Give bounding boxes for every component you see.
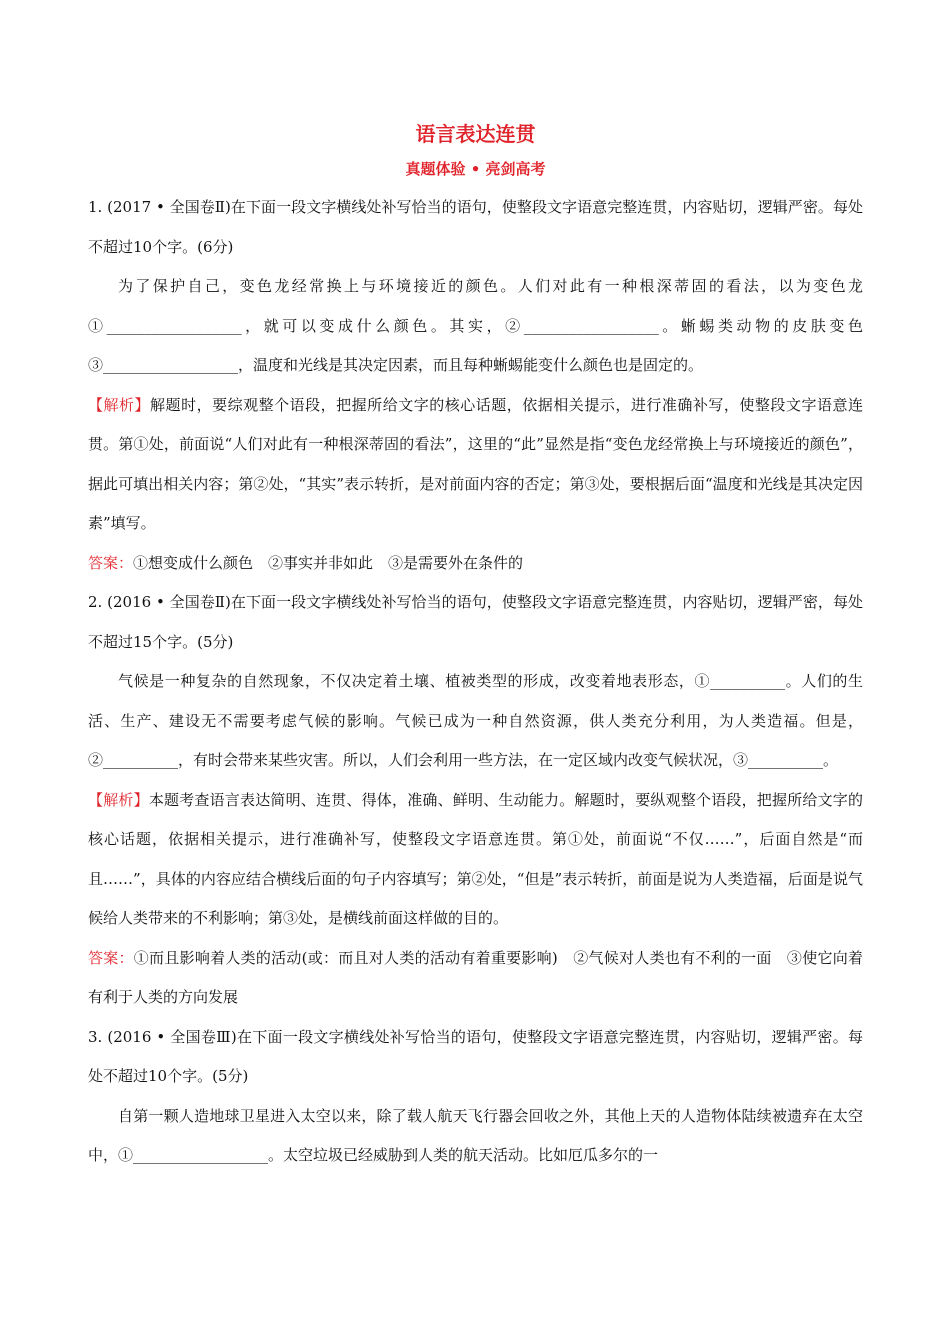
question-3-passage: 自第一颗人造地球卫星进入太空以来，除了载人航天飞行器会回收之外，其他上天的人造物体陆续被遗弃在太空中，①__________________。太空垃圾已经威胁到人类的航天活动。比如厄瓜多尔的一 [88, 1106, 863, 1164]
document-page [88, 118, 863, 1176]
question-2-prompt: 2. (2016 • 全国卷Ⅱ)在下面一段文字横线处补写恰当的语句，使整段文字语意完整连贯，内容贴切，逻辑严密，每处不超过15个字。(5分) [88, 593, 863, 651]
answer-text: ①而且影响着人类的活动(或：而且对人类的活动有着重要影响) ②气候对人类也有不利的一面 ③使它向着有利于人类的方向发展 [88, 948, 863, 1006]
question-1-answer [88, 544, 863, 584]
page-title: 语言表达连贯 [415, 122, 536, 146]
question-2-passage: 气候是一种复杂的自然现象，不仅决定着土壤、植被类型的形成，改变着地表形态，①__________。人们的生活、生产、建设无不需要考虑气候的影响。气候已成为一种自然资源，供人类充分利用，为人类造福。但是，②__________，有时会带来某些灾害。所以，人们会利用一些方法，在一定区域内改变气候状况，③__________。 [88, 672, 863, 769]
question-2-answer [88, 939, 863, 1018]
question-1-passage: 为了保护自己，变色龙经常换上与环境接近的颜色。人们对此有一种根深蒂固的看法，以为变色龙①__________________，就可以变成什么颜色。其实，②__________________。蜥蜴类动物的皮肤变色③__________________，温度和光线是其决定因素，而且每种蜥蜴能变什么颜色也是固定的。 [88, 277, 863, 374]
answer-label: 答案： [88, 553, 134, 572]
question-1 [88, 188, 863, 583]
page-subtitle: 真题体验 • 亮剑高考 [405, 160, 546, 178]
analysis-tag: 【解析】 [88, 790, 149, 809]
question-3 [88, 1018, 863, 1176]
analysis-tag: 【解析】 [88, 395, 151, 414]
answer-text: ①想变成什么颜色 ②事实并非如此 ③是需要外在条件的 [133, 553, 524, 572]
question-2 [88, 583, 863, 1018]
question-1-analysis [88, 386, 863, 544]
question-1-prompt: 1. (2017 • 全国卷Ⅱ)在下面一段文字横线处补写恰当的语句，使整段文字语意完整连贯，内容贴切，逻辑严密。每处不超过10个字。(6分) [88, 198, 863, 256]
analysis-text: 解题时，要综观整个语段，把握所给文字的核心话题，依据相关提示，进行准确补写，使整段文字语意连贯。第①处，前面说“人们对此有一种根深蒂固的看法”，这里的“此”显然是指“变色龙经常换上与环境接近的颜色”，据此可填出相关内容；第②处，“其实”表示转折，是对前面内容的否定；第③处，要根据后面“温度和光线是其决定因素”填写。 [88, 395, 863, 532]
analysis-text: 本题考查语言表达简明、连贯、得体，准确、鲜明、生动能力。解题时，要纵观整个语段，把握所给文字的核心话题，依据相关提示，进行准确补写，使整段文字语意连贯。第①处，前面说“不仅……”，后面自然是“而且……”，具体的内容应结合横线后面的句子内容填写；第②处，“但是”表示转折，前面是说为人类造福，后面是说气候给人类带来的不利影响；第③处，是横线前面这样做的目的。 [88, 790, 863, 927]
question-3-prompt: 3. (2016 • 全国卷Ⅲ)在下面一段文字横线处补写恰当的语句，使整段文字语意完整连贯，内容贴切，逻辑严密。每处不超过10个字。(5分) [88, 1027, 863, 1085]
question-2-analysis [88, 781, 863, 939]
answer-label: 答案： [88, 948, 134, 967]
